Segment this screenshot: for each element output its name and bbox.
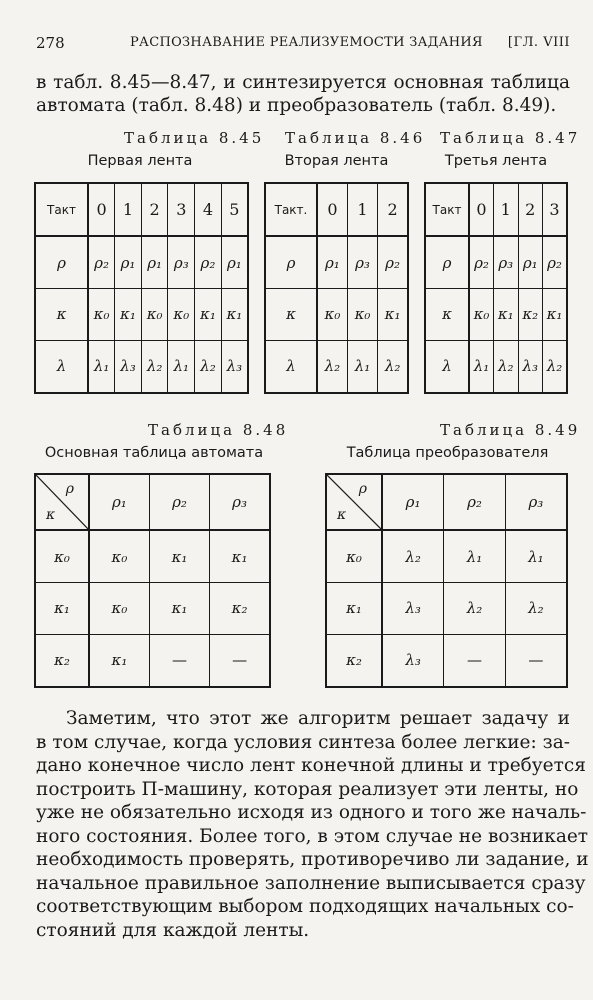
table-cell: 3 [168,183,195,236]
table-cell: λ₂ [378,340,408,393]
table-cell: κ₁ [210,530,270,583]
table-cell: — [505,634,567,687]
text-line: в том случае, когда условия синтеза более легкие: за- [36,731,570,753]
table-cell: λ₃ [382,634,444,687]
table-cell: κ₂ [210,583,270,634]
table-cell: λ₂ [444,583,506,634]
table-845-caption: Таблица 8.45 [124,129,265,147]
table-cell: λ₂ [543,340,568,393]
table-cell: λ [265,340,317,393]
table-cell: 0 [88,183,115,236]
table-cell: κ₂ [326,634,382,687]
table-845-subtitle: Первая лента [87,153,193,169]
table-847-caption: Таблица 8.47 [440,129,581,147]
table-cell: 2 [378,183,408,236]
table-cell: 4 [195,183,222,236]
text-line: в табл. 8.45—8.47, и синтезируется основная таблица [36,72,570,93]
table-cell: ρ₁ [115,236,142,289]
body-paragraph [36,707,589,942]
table-cell: 2 [518,183,543,236]
table-cell: — [444,634,506,687]
table-cell: κ₀ [141,289,168,340]
table-cell: ρ₁ [382,474,444,530]
table-cell: ρ₂ [378,236,408,289]
table-cell: — [149,634,209,687]
table-cell: ρ₃ [494,236,519,289]
table-849-caption: Таблица 8.49 [440,421,581,439]
running-title: РАСПОЗНАВАНИЕ РЕАЛИЗУЕМОСТИ ЗАДАНИЯ [130,35,483,50]
page-number: 278 [36,34,65,52]
corner-bottom-label: κ [46,507,56,523]
table-cell: λ₂ [382,530,444,583]
table-cell: κ₁ [89,634,149,687]
diagonal-line [327,475,383,531]
table-cell: ρ₁ [317,236,347,289]
table-849 [325,473,568,688]
text-line: Заметим, что этот же алгоритм решает задачу и [66,708,570,729]
table-cell: ρ [265,236,317,289]
table-cell: κ₀ [317,289,347,340]
table-cell: λ [35,340,88,393]
table-cell: 0 [469,183,494,236]
table-cell: κ₀ [89,583,149,634]
table-cell: λ₁ [505,530,567,583]
table-cell: λ₂ [317,340,347,393]
table-cell: κ₁ [494,289,519,340]
table-cell: ρ₂ [195,236,222,289]
table-cell: ρ₂ [149,474,209,530]
table-cell: κ₁ [326,583,382,634]
table-cell: κ₁ [115,289,142,340]
text-line: ного состояния. Более того, в этом случае не возникает [36,825,589,847]
table-cell: λ₂ [195,340,222,393]
table-cell: κ₀ [347,289,377,340]
table-cell: 1 [347,183,377,236]
table-cell: κ₀ [89,530,149,583]
table-cell: ρ [425,236,469,289]
table-cell: κ₀ [168,289,195,340]
table-cell: 1 [115,183,142,236]
text-line: стояний для каждой ленты. [36,919,310,941]
table-cell: κ [265,289,317,340]
diagonal-line [36,475,90,531]
table-847 [424,182,568,394]
table-cell: λ₂ [141,340,168,393]
table-cell: λ₂ [494,340,519,393]
intro-paragraph [36,71,570,117]
table-cell: λ₁ [168,340,195,393]
table-cell: Такт [35,183,88,236]
table-cell: 0 [317,183,347,236]
table-cell: λ₁ [469,340,494,393]
table-cell: ρ₁ [141,236,168,289]
table-849-subtitle: Таблица преобразователя [346,445,549,461]
table-cell: κ₁ [378,289,408,340]
table-846-subtitle: Вторая лента [284,153,389,169]
table-cell: λ₃ [115,340,142,393]
table-cell: ρ [35,236,88,289]
table-cell: ρ₃ [347,236,377,289]
chapter-label: [ГЛ. VIII [507,35,570,50]
table-cell: κ₂ [35,634,89,687]
corner-bottom-label: κ [337,507,347,523]
table-cell: ρ₁ [221,236,248,289]
corner-cell [35,474,89,530]
table-cell: κ₁ [149,583,209,634]
text-line: начальное правильное заполнение выписывается сразу [36,872,586,894]
table-cell: λ₁ [347,340,377,393]
table-848 [34,473,271,688]
table-cell: 5 [221,183,248,236]
table-cell: λ₃ [518,340,543,393]
table-cell: ρ₁ [89,474,149,530]
table-cell: λ₃ [221,340,248,393]
text-line: уже не обязательно исходя из одного и того же началь- [36,802,587,823]
text-line: соответствующим выбором подходящих начальных со- [36,896,574,917]
table-cell: λ₃ [382,583,444,634]
table-cell: Такт. [265,183,317,236]
table-cell: ρ₂ [543,236,568,289]
table-cell: ρ₃ [505,474,567,530]
table-cell: κ₀ [469,289,494,340]
corner-cell [326,474,382,530]
table-845 [34,182,249,394]
table-cell: κ₁ [195,289,222,340]
table-847-subtitle: Третья лента [444,153,548,169]
table-cell: — [210,634,270,687]
table-cell: κ₁ [221,289,248,340]
table-848-subtitle: Основная таблица автомата [44,445,264,461]
table-cell: 1 [494,183,519,236]
table-cell: κ₁ [149,530,209,583]
text-line: автомата (табл. 8.48) и преобразователь (табл. 8.49). [36,95,557,116]
table-cell: ρ₂ [88,236,115,289]
table-cell: ρ₂ [444,474,506,530]
table-cell: κ₀ [326,530,382,583]
table-cell: κ₀ [88,289,115,340]
table-846 [264,182,409,394]
text-line: построить П-машину, которая реализует эти ленты, но [36,778,579,800]
table-cell: λ₁ [88,340,115,393]
table-cell: ρ₁ [518,236,543,289]
table-cell: κ₂ [518,289,543,340]
table-cell: κ₀ [35,530,89,583]
table-cell: κ₁ [543,289,568,340]
table-cell: κ [425,289,469,340]
table-cell: λ₂ [505,583,567,634]
table-cell: 3 [543,183,568,236]
table-cell: ρ₃ [168,236,195,289]
table-cell: κ [35,289,88,340]
table-cell: ρ₂ [469,236,494,289]
corner-top-label: ρ [358,481,367,497]
table-846-caption: Таблица 8.46 [285,129,426,147]
page-header [36,34,570,54]
table-cell: 2 [141,183,168,236]
table-cell: λ [425,340,469,393]
table-cell: ρ₃ [210,474,270,530]
table-cell: κ₁ [35,583,89,634]
table-cell: λ₁ [444,530,506,583]
text-line: необходимость проверять, противоречиво ли задание, и [36,849,589,870]
text-line: дано конечное число лент конечной длины и требуется [36,755,586,776]
table-848-caption: Таблица 8.48 [148,421,289,439]
table-cell: Такт [425,183,469,236]
corner-top-label: ρ [65,481,74,497]
